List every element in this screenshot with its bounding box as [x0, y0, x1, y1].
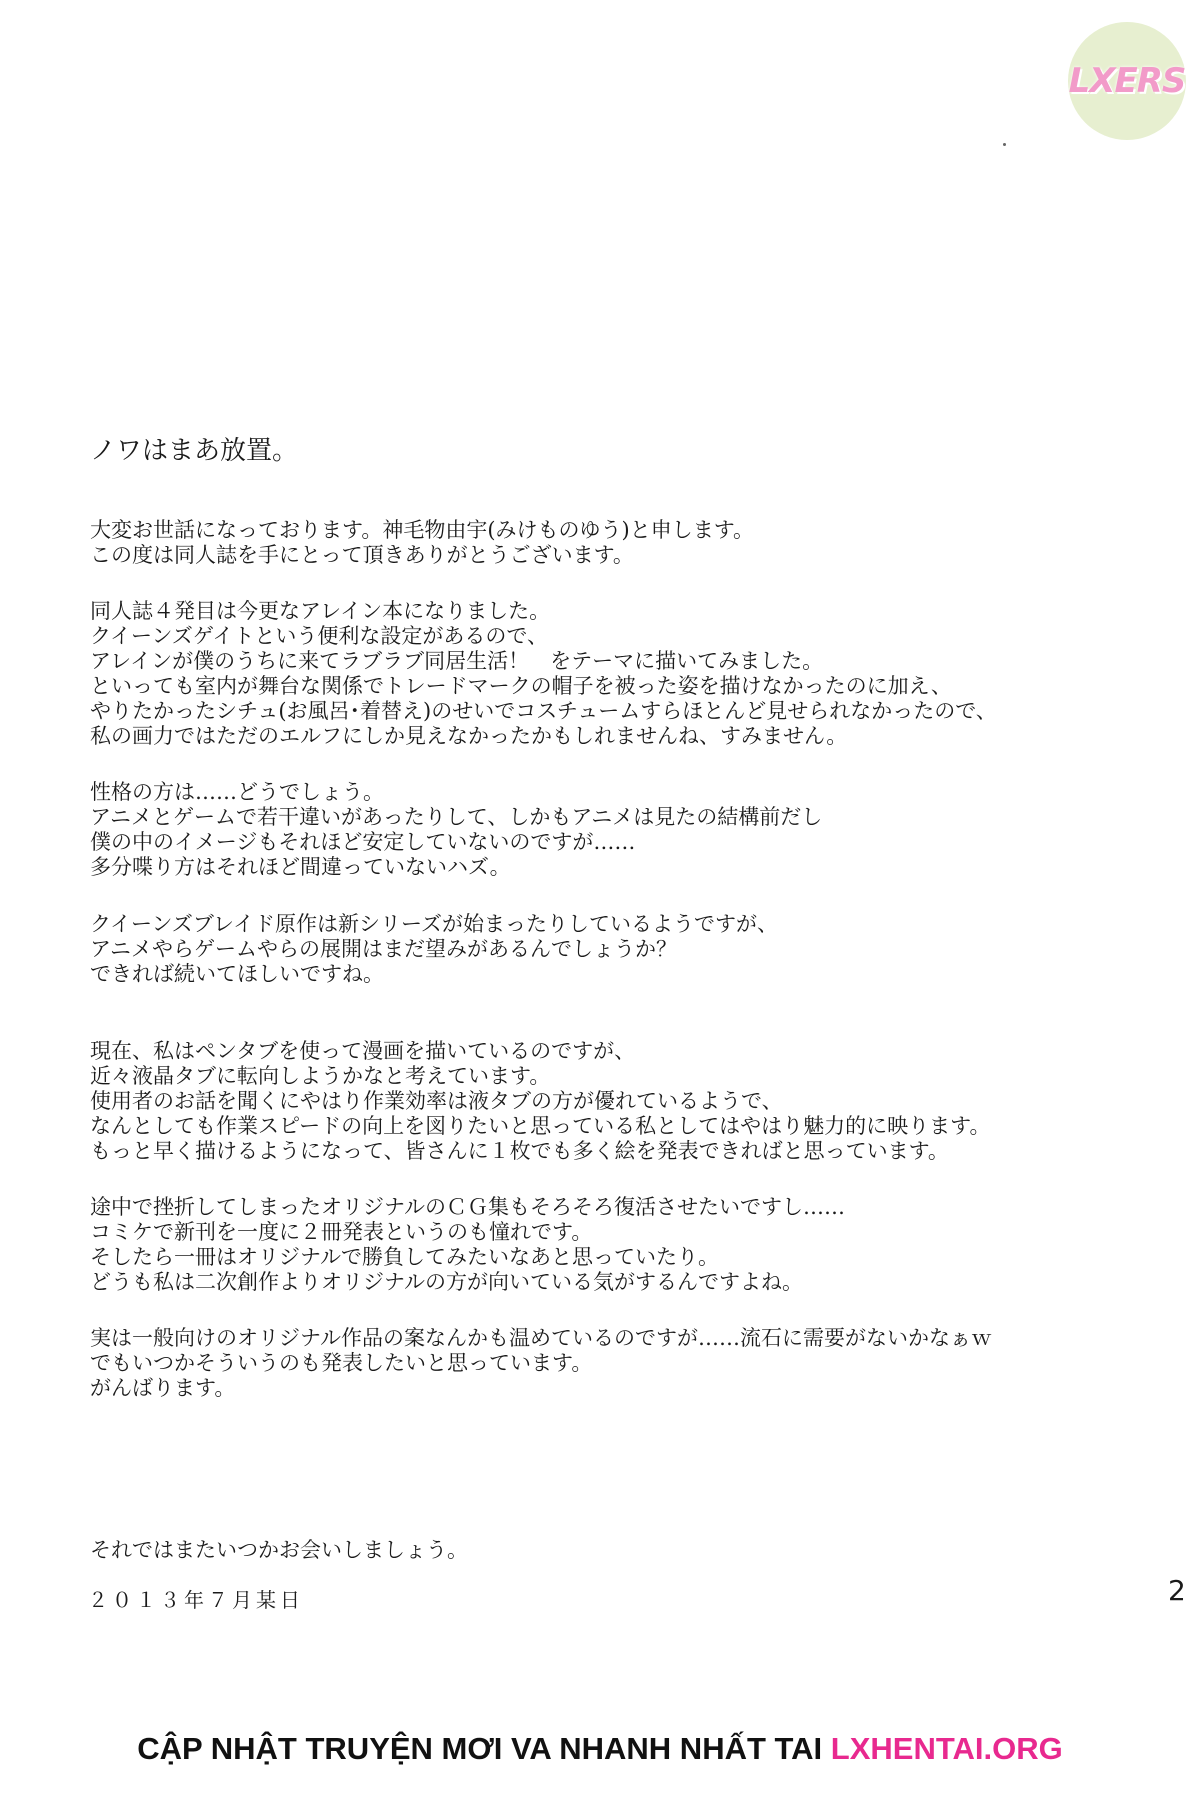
paragraph-book-intro: 同人誌４発目は今更なアレイン本になりました。 クイーンズゲイトという便利な設定があるので、 アレインが僕のうちに来てラブラブ同居生活！ をテーマに描いてみました。 といっても室内が舞台な関係でトレードマークの帽子を被った姿を描けなかったのに加え、 やりたかったシチュ(お風呂･着替え)のせいでコスチュームすらほとんど見せられなかったので、 私の画力ではただのエルフにしか見えなかったかもしれませんね、すみません。: [90, 599, 997, 748]
date-line: ２０１３年７月某日: [88, 1588, 304, 1612]
paragraph-tablet: 現在、私はペンタブを使って漫画を描いているのですが、 近々液晶タブに転向しようかなと考えています。 使用者のお話を聞くにやはり作業効率は液タブの方が優れているようで、 なんとしても作業スピードの向上を図りたいと思っている私としてはやはり魅力的に映ります。 もっと早く描けるようになって、皆さんに１枚でも多く絵を発表できればと思っています。: [90, 1039, 991, 1163]
footer-site-link[interactable]: LXHENTAI.ORG: [830, 1731, 1063, 1766]
paper-speck: [1003, 143, 1006, 146]
afterword-heading: ノワはまあ放置。: [90, 436, 299, 466]
footer-text: CẬP NHẬT TRUYỆN MƠI VA NHANH NHẤT TAI: [137, 1731, 831, 1766]
paragraph-original-cg: 途中で挫折してしまったオリジナルのＣＧ集もそろそろ復活させたいですし…… コミケで新刊を一度に２冊発表というのも憧れです。 そしたら一冊はオリジナルで勝負してみたいなあと思っていたり。 どうも私は二次創作よりオリジナルの方が向いている気がするんですよね。: [90, 1195, 845, 1294]
watermark-logo-text: LXERS: [1068, 61, 1186, 101]
watermark-logo: [1068, 22, 1186, 140]
paragraph-closing: それではまたいつかお会いしましょう。: [90, 1538, 468, 1562]
paragraph-general-work: 実は一般向けのオリジナル作品の案なんかも温めているのですが……流石に需要がないかなぁｗ でもいつかそういうのも発表したいと思っています。 がんばります。: [90, 1326, 992, 1400]
paragraph-personality: 性格の方は……どうでしょう。 アニメとゲームで若干違いがあったりして、しかもアニメは見たの結構前だし 僕の中のイメージもそれほど安定していないのですが…… 多分喋り方はそれほど間違っていないハズ。: [90, 780, 823, 879]
footer-banner: [0, 1731, 1200, 1767]
paragraph-greeting: 大変お世話になっております。神毛物由宇(みけものゆう)と申します。 この度は同人誌を手にとって頂きありがとうございます。: [90, 518, 755, 567]
page-number: 2: [1168, 1574, 1186, 1607]
paragraph-series: クイーンズブレイド原作は新シリーズが始まったりしているようですが、 アニメやらゲームやらの展開はまだ望みがあるんでしょうか？ できれば続いてほしいですね。: [90, 912, 778, 986]
